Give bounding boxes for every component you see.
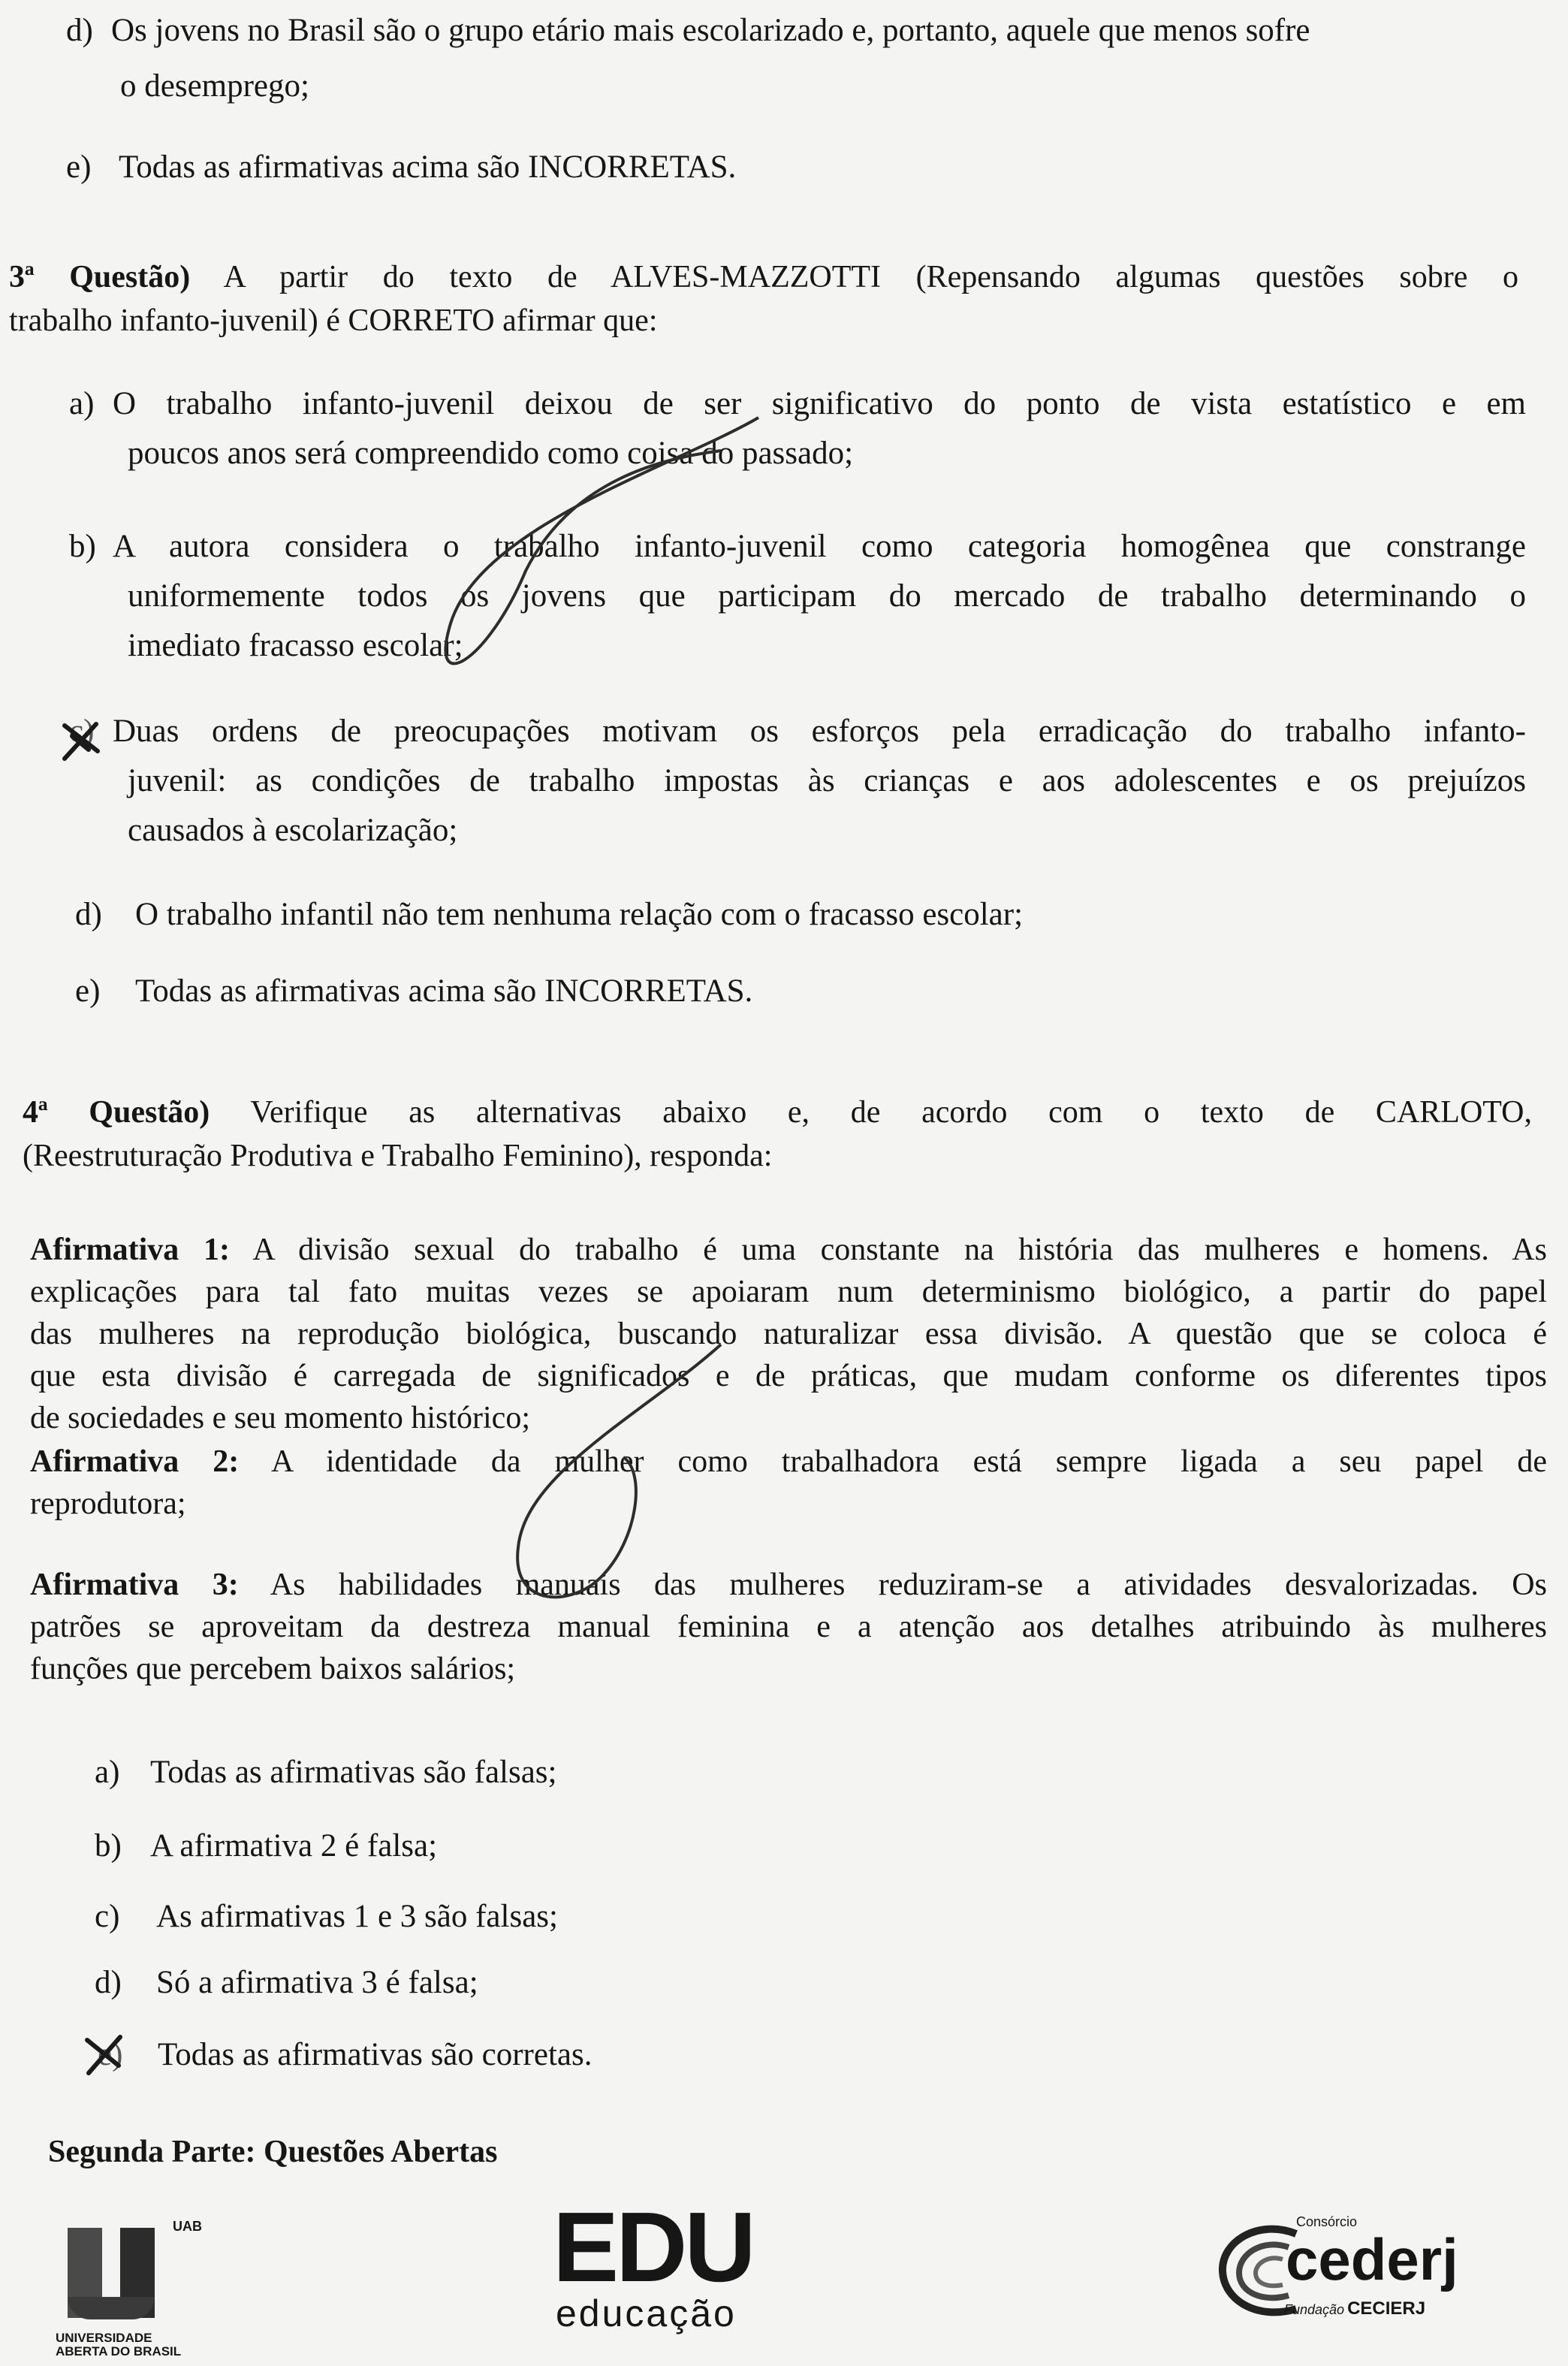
q4-option-b: b) A afirmativa 2 é falsa; bbox=[95, 1828, 438, 1864]
exam-page: d) Os jovens no Brasil são o grupo etário mais escolarizado e, portanto, aquele que menos sofre o desemprego; e) Todas as afirmativas acima são INCORRETAS. 3ª Questão) A partir do texto de ALVES-MAZZOTTI (Repensando algumas questões sobre o trabalho infanto-juvenil) é CORRETO afirmar que: a) O trabalho infanto-juvenil deixou de ser significativo do ponto de vista estatístico e em poucos anos será compreendido como coisa do passado; b) A autora considera o trabalho infanto-juvenil como categoria homogênea que constrange uniformemente todos os jovens que participam do mercado de trabalho determinando o imediato fracasso escolar; c) Duas ordens de preocupações motivam os esforços pela erradicação do trabalho infanto- juvenil: as condições de trabalho impostas às crianças e aos adolescentes e os prejuízos causados à escolarização; d) O trabalho infantil não tem nenhuma relação com o fracasso escolar; e) Todas as afirmativas acima são INCORRETAS. 4ª Questão) Verifique as alternativas abaixo e, de acordo com o texto de CARLOTO, (Reestruturação Produtiva e Trabalho Feminino), responda: Afirmativa 1: A divisão sexual do trabalho é uma constante na história das mulheres e homens. As explicações para tal fato muitas vezes se apoiaram num determinismo biológico, a partir do papel das mulheres na reprodução biológica, buscando naturalizar essa divisão. A questão que se coloca é que esta divisão é carregada de significados e de práticas, que mudam conforme os diferentes tipos de sociedades e seu momento histórico; Afirmativa 2: A identidade da mulher como trabalhadora está sempre ligada a seu papel de reprodutora; Afirmativa 3: As habilidades manuais das mulheres reduziram-se a atividades desvalorizadas. Os patrões se aproveitam da destreza manual feminina e a atenção aos detalhes atribuindo às mulheres funções que percebem baixos salários; a) Todas as afirmativas são falsas; b) A afirmativa 2 é falsa; c) As afirmativas 1 e 3 são falsas; d) Só a afirmativa 3 é falsa; e) Todas as afirmativas são corretas. Segunda Parte: Questões Abertas UAB UNIVERSIDADE ABERTA DO BRASIL EDU educação Consórcio cederj Fundação CECIERJ bbox=[0, 0, 1568, 2366]
q3-option-a: a) O trabalho infanto-juvenil deixou de ser significativo do ponto de vista estatístico e em poucos anos será compreendido como coisa do passado; bbox=[69, 386, 1526, 471]
q3-option-b: b) A autora considera o trabalho infanto-juvenil como categoria homogênea que constrange uniformemente todos os jovens que participam do mercado de trabalho determinando o imediato fracasso escolar; bbox=[69, 529, 1526, 663]
q4-intro: 4ª Questão) Verifique as alternativas abaixo e, de acordo com o texto de CARLOTO, (Reestruturação Produtiva e Trabalho Feminino), responda: bbox=[23, 1095, 1532, 1173]
q4-title: 4ª Questão) bbox=[23, 1095, 210, 1130]
q3-option-d: d) O trabalho infantil não tem nenhuma relação com o fracasso escolar; bbox=[75, 897, 1024, 932]
uab-logo: UAB UNIVERSIDADE ABERTA DO BRASIL bbox=[56, 2214, 181, 2358]
q3-option-c: c) Duas ordens de preocupações motivam os esforços pela erradicação do trabalho infanto- juvenil: as condições de trabalho impostas às crianças e aos adolescentes e os prejuízos causados à escolarização; bbox=[69, 714, 1526, 848]
q4-statement-1: Afirmativa 1: A divisão sexual do trabalho é uma constante na história das mulheres e homens. As explicações para tal fato muitas vezes se apoiaram num determinismo biológico, a partir do papel das mulheres na reprodução biológica, buscando naturalizar essa divisão. A questão que se coloca é que esta divisão é carregada de significados e de práticas, que mudam conforme os diferentes tipos de sociedades e seu momento histórico; bbox=[30, 1233, 1547, 1435]
q4-statement-3: Afirmativa 3: As habilidades manuais das mulheres reduziram-se a atividades desvalorizadas. Os patrões se aproveitam da destreza manual feminina e a atenção aos detalhes atribuindo às mulheres funções que percebem baixos salários; bbox=[30, 1568, 1547, 1686]
edu-logo: EDU educação bbox=[553, 2192, 753, 2334]
q2-option-d: d) Os jovens no Brasil são o grupo etário mais escolarizado e, portanto, aquele que menos sofre bbox=[66, 13, 1310, 48]
q4-statement-2: Afirmativa 2: A identidade da mulher como trabalhadora está sempre ligada a seu papel de reprodutora; bbox=[30, 1444, 1547, 1521]
q4-option-e: e) Todas as afirmativas são corretas. bbox=[98, 2037, 593, 2072]
q3-intro: 3ª Questão) A partir do texto de ALVES-MAZZOTTI (Repensando algumas questões sobre o trabalho infanto-juvenil) é CORRETO afirmar que: bbox=[9, 260, 1519, 338]
q4-option-c: c) As afirmativas 1 e 3 são falsas; bbox=[95, 1899, 558, 1934]
bleed-through-text bbox=[886, 113, 893, 144]
q3-title: 3ª Questão) bbox=[9, 260, 191, 294]
q4-option-a: a) Todas as afirmativas são falsas; bbox=[95, 1755, 557, 1790]
section-title: Segunda Parte: Questões Abertas bbox=[48, 2135, 498, 2169]
q2-option-e: e) Todas as afirmativas acima são INCORRETAS. bbox=[66, 149, 737, 185]
q3-option-e: e) Todas as afirmativas acima são INCORRETAS. bbox=[75, 973, 753, 1009]
uab-mark-icon: UAB bbox=[56, 2214, 176, 2327]
q2-option-d-cont: o desemprego; bbox=[120, 68, 309, 104]
q4-option-d: d) Só a afirmativa 3 é falsa; bbox=[95, 1965, 478, 2000]
